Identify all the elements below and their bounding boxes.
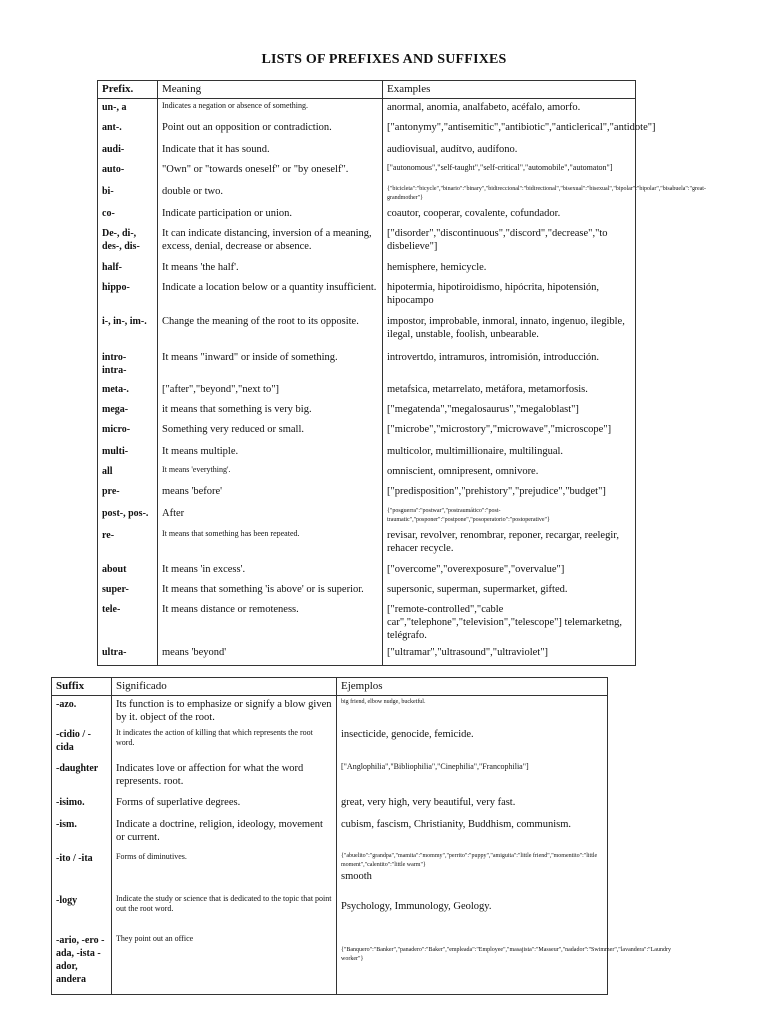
prefix-cell: hippo- (98, 279, 158, 313)
examples-cell (337, 696, 608, 727)
meaning-cell: Change the meaning of the root to its opposite. (158, 313, 383, 349)
header-examples: Examples (383, 81, 636, 99)
prefix-row (98, 463, 636, 483)
prefix-cell: ultra- (98, 644, 158, 666)
meaning-cell: it means that something is very big. (158, 401, 383, 421)
header-significado: Significado (112, 678, 337, 696)
examples-cell (337, 760, 608, 794)
suffix-row (52, 892, 608, 932)
suffix-row (52, 932, 608, 994)
suffix-row (52, 850, 608, 892)
examples-cell: ["microbe","microstory","microwave","microscope"] (383, 421, 636, 443)
prefix-row (98, 183, 636, 205)
prefix-cell: co- (98, 205, 158, 225)
examples-cell: revisar, revolver, renombrar, reponer, recargar, reelegir, rehacer recycle. (383, 527, 636, 561)
examples-cell (337, 892, 608, 932)
meaning-cell: Its function is to emphasize or signify a blow given by it. object of the root. (112, 696, 337, 727)
suffix-cell: -ario, -ero -ada, -ista -ador, andera (52, 932, 112, 994)
meaning-cell: Point out an opposition or contradiction. (158, 119, 383, 141)
header-ejemplos: Ejemplos (337, 678, 608, 696)
suffix-row (52, 794, 608, 816)
meaning-cell: means 'before' (158, 483, 383, 505)
prefix-row (98, 644, 636, 666)
examples-cell (337, 932, 671, 994)
prefix-table-header (98, 81, 636, 99)
prefix-row (98, 381, 636, 401)
suffix-table (51, 677, 671, 995)
meaning-cell: They point out an office (112, 932, 337, 994)
examples-text: great, very high, very beautiful, very fast. (341, 797, 516, 808)
examples-cell (337, 850, 608, 892)
suffix-row (52, 816, 608, 850)
prefix-cell: intro- intra- (98, 349, 158, 381)
meaning-cell: It can indicate distancing, inversion of a meaning, excess, denial, decrease or absence. (158, 225, 383, 259)
examples-cell: coautor, cooperar, covalente, cofundador. (383, 205, 636, 225)
suffix-cell: -daughter (52, 760, 112, 794)
examples-cell: ["disorder","discontinuous","discord","decrease","to disbelieve"] (383, 225, 636, 259)
prefix-row (98, 99, 636, 119)
examples-cell (337, 726, 608, 760)
prefix-cell: all (98, 463, 158, 483)
examples-cell: impostor, improbable, inmoral, innato, ingenuo, ilegible, ilegal, unstable, foolish, unbearable. (383, 313, 636, 349)
suffix-cell: -logy (52, 892, 112, 932)
examples-cell: ["overcome","overexposure","overvalue"] (383, 561, 636, 581)
prefix-row (98, 119, 636, 141)
prefix-cell: post-, pos-. (98, 505, 158, 527)
examples-cell: ["autonomous","self-taught","self-critical","automobile","automaton"] (383, 161, 636, 183)
prefix-cell: pre- (98, 483, 158, 505)
meaning-cell: It indicates the action of killing that which represents the root word. (112, 726, 337, 760)
prefix-row (98, 161, 636, 183)
meaning-cell: It means multiple. (158, 443, 383, 463)
suffix-row (52, 760, 608, 794)
examples-cell: omniscient, omnipresent, omnivore. (383, 463, 636, 483)
meaning-cell: It means that something 'is above' or is superior. (158, 581, 383, 601)
prefix-row (98, 225, 636, 259)
prefix-row (98, 483, 636, 505)
prefix-cell: half- (98, 259, 158, 279)
examples-text: insecticide, genocide, femicide. (341, 729, 474, 740)
suffix-row (52, 696, 608, 727)
suffix-table-header (52, 678, 608, 696)
header-suffix: Suffix (52, 678, 112, 696)
examples-cell: anormal, anomia, analfabeto, acéfalo, amorfo. (383, 99, 636, 119)
prefix-cell: audi- (98, 141, 158, 161)
meaning-cell: It means that something has been repeated. (158, 527, 383, 561)
meaning-cell: After (158, 505, 383, 527)
prefix-cell: about (98, 561, 158, 581)
page-title: LISTS OF PREFIXES AND SUFFIXES (261, 52, 507, 67)
prefix-row (98, 443, 636, 463)
meaning-cell: Something very reduced or small. (158, 421, 383, 443)
suffix-row (52, 726, 608, 760)
meaning-cell: It means 'everything'. (158, 463, 383, 483)
examples-cell: multicolor, multimillionaire, multilingual. (383, 443, 636, 463)
meaning-cell: It means 'the half'. (158, 259, 383, 279)
meaning-cell: Indicate a doctrine, religion, ideology, movement or current. (112, 816, 337, 850)
prefix-row (98, 313, 636, 349)
suffix-cell: -azo. (52, 696, 112, 727)
examples-cell: {"bicicleta":"bicycle","binario":"binary","bidireccional":"bidirectional","bisexual":"bisexual","bipolar":"bipolar","bisabuela":"great-grandmother"} (383, 183, 636, 205)
examples-text: Psychology, Immunology, Geology. (341, 901, 492, 912)
meaning-cell: Indicate a location below or a quantity insufficient. (158, 279, 383, 313)
examples-text-extra: smooth (341, 871, 372, 882)
prefix-row (98, 205, 636, 225)
prefix-cell: tele- (98, 601, 158, 644)
meaning-cell: Indicate the study or science that is dedicated to the topic that point out the root word. (112, 892, 337, 932)
prefix-cell: bi- (98, 183, 158, 205)
prefix-cell: i-, in-, im-. (98, 313, 158, 349)
examples-cell: {"posguerra":"postwar","postraumático":"post-traumatic","posponer":"postpone","posoperatorio":"postoperative"} (383, 505, 636, 527)
meaning-cell: Indicate that it has sound. (158, 141, 383, 161)
prefix-row (98, 421, 636, 443)
prefix-cell: ant-. (98, 119, 158, 141)
prefix-cell: multi- (98, 443, 158, 463)
prefix-cell: auto- (98, 161, 158, 183)
examples-cell: metafsica, metarrelato, metáfora, metamorfosis. (383, 381, 636, 401)
meaning-cell: Indicate participation or union. (158, 205, 383, 225)
meaning-cell: Indicates love or affection for what the word represents. root. (112, 760, 337, 794)
meaning-cell: It means "inward" or inside of something. (158, 349, 383, 381)
meaning-cell: double or two. (158, 183, 383, 205)
examples-text: {"Banquero":"Banker","panadero":"Baker","empleada":"Employee","masajista":"Masseur","nadador":"Swimmer","lavandera":"Laundry worker"} (341, 947, 671, 962)
meaning-cell: It means 'in excess'. (158, 561, 383, 581)
prefix-cell: un-, a (98, 99, 158, 119)
examples-text: {"abuelito":"grandpa","mamita":"mommy","perrito":"puppy","amiguita":"little friend","momentito":"little moment","calentito":"little warm"} (341, 853, 598, 868)
prefix-cell: super- (98, 581, 158, 601)
header-meaning: Meaning (158, 81, 383, 99)
prefix-cell: re- (98, 527, 158, 561)
examples-cell (337, 816, 608, 850)
examples-cell (337, 794, 608, 816)
examples-cell: ["predisposition","prehistory","prejudice","budget"] (383, 483, 636, 505)
meaning-cell: means 'beyond' (158, 644, 383, 666)
header-prefix: Prefix. (98, 81, 158, 99)
prefix-row (98, 401, 636, 421)
meaning-cell: ["after","beyond","next to"] (158, 381, 383, 401)
suffix-cell: -ito / -ita (52, 850, 112, 892)
meaning-cell: It means distance or remoteness. (158, 601, 383, 644)
examples-cell: supersonic, superman, supermarket, gifted. (383, 581, 636, 601)
meaning-cell: Forms of diminutives. (112, 850, 337, 892)
prefix-row (98, 581, 636, 601)
suffix-cell: -cidio / -cida (52, 726, 112, 760)
examples-cell: ["ultramar","ultrasound","ultraviolet"] (383, 644, 636, 666)
examples-cell: ["megatenda","megalosaurus","megaloblast"] (383, 401, 636, 421)
suffix-cell: -ism. (52, 816, 112, 850)
prefix-cell: De-, di-, des-, dis- (98, 225, 158, 259)
prefix-row (98, 259, 636, 279)
prefix-row (98, 349, 636, 381)
prefix-cell: micro- (98, 421, 158, 443)
examples-text: big friend, elbow nudge, bucketful. (341, 699, 426, 705)
examples-cell: ["remote-controlled","cable car","telephone","television","telescope"] telemarketng, telégrafo. (383, 601, 636, 644)
prefix-row (98, 141, 636, 161)
meaning-cell: "Own" or "towards oneself" or "by oneself". (158, 161, 383, 183)
prefix-row (98, 601, 636, 644)
examples-cell: introvertdo, intramuros, intromisión, introducción. (383, 349, 636, 381)
examples-text: ["Anglophilia","Bibliophilia","Cinephilia","Francophilia"] (341, 762, 529, 771)
prefix-cell: mega- (98, 401, 158, 421)
examples-cell: ["antonymy","antisemitic","antibiotic","anticlerical","antidote"] (383, 119, 636, 141)
examples-cell: audiovisual, audítvo, audífono. (383, 141, 636, 161)
meaning-cell: Forms of superlative degrees. (112, 794, 337, 816)
suffix-cell: -isimo. (52, 794, 112, 816)
prefix-row (98, 505, 636, 527)
prefix-row (98, 561, 636, 581)
prefix-row (98, 527, 636, 561)
prefix-row (98, 279, 636, 313)
examples-cell: hipotermia, hipotiroidismo, hipócrita, hipotensión, hipocampo (383, 279, 636, 313)
meaning-cell: Indicates a negation or absence of something. (158, 99, 383, 119)
prefix-cell: meta-. (98, 381, 158, 401)
examples-cell: hemisphere, hemicycle. (383, 259, 636, 279)
prefix-table (97, 80, 706, 666)
examples-text: cubism, fascism, Christianity, Buddhism, communism. (341, 819, 572, 830)
